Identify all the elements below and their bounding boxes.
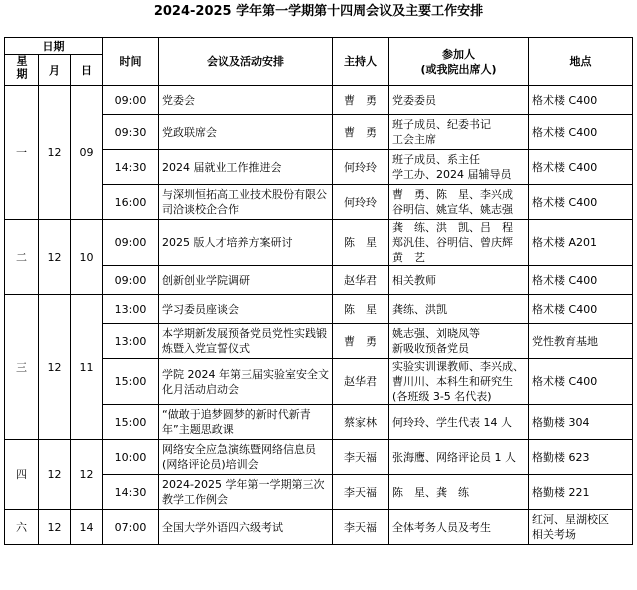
event-cell: 全国大学外语四六级考试 — [159, 510, 333, 545]
participants-cell: 班子成员、系主任 学工办、2024 届辅导员 — [389, 150, 529, 185]
table-row — [5, 510, 633, 545]
event-cell: 学习委员座谈会 — [159, 295, 333, 324]
day-cell: 10 — [71, 220, 103, 295]
time-cell: 09:00 — [103, 86, 159, 115]
event-cell: 与深圳恒拓高工业技术股份有限公司洽谈校企合作 — [159, 185, 333, 220]
table-row — [5, 86, 633, 115]
time-cell: 09:30 — [103, 115, 159, 150]
event-cell: 党政联席会 — [159, 115, 333, 150]
host-cell: 何玲玲 — [333, 185, 389, 220]
time-cell: 14:30 — [103, 150, 159, 185]
host-cell: 李天福 — [333, 510, 389, 545]
time-cell: 09:00 — [103, 220, 159, 266]
participants-cell: 陈 星、龚 练 — [389, 475, 529, 510]
page-title: 2024-2025 学年第一学期第十四周会议及主要工作安排 — [153, 4, 484, 19]
time-cell: 15:00 — [103, 405, 159, 440]
location-cell: 格勤楼 221 — [529, 475, 633, 510]
weekday-cell: 三 — [5, 295, 39, 440]
time-cell: 15:00 — [103, 359, 159, 405]
event-cell: 学院 2024 年第三届实验室安全文化月活动启动会 — [159, 359, 333, 405]
time-cell: 09:00 — [103, 266, 159, 295]
event-cell: 2024-2025 学年第一学期第三次教学工作例会 — [159, 475, 333, 510]
location-cell: 格勤楼 304 — [529, 405, 633, 440]
month-cell: 12 — [39, 220, 71, 295]
time-header: 时间 — [103, 38, 159, 86]
participants-cell: 曹 勇、陈 星、李兴成 谷明信、姚宣华、姚志强 — [389, 185, 529, 220]
weekday-cell: 四 — [5, 440, 39, 510]
event-cell: 2025 版人才培养方案研讨 — [159, 220, 333, 266]
table-row — [5, 220, 633, 266]
host-cell: 赵华君 — [333, 266, 389, 295]
month-cell: 12 — [39, 86, 71, 220]
host-cell: 曹 勇 — [333, 324, 389, 359]
location-cell: 格术楼 C400 — [529, 115, 633, 150]
location-cell: 格勤楼 623 — [529, 440, 633, 475]
event-cell: 党委会 — [159, 86, 333, 115]
participants-cell: 实验实训课教师、李兴成、曹川川、本科生和研究生(各班级 3-5 名代表) — [389, 359, 529, 405]
location-cell: 党性教育基地 — [529, 324, 633, 359]
day-cell: 12 — [71, 440, 103, 510]
event-cell: 本学期新发展预备党员党性实践锻炼暨入党宣誓仪式 — [159, 324, 333, 359]
location-cell: 红河、星湖校区 相关考场 — [529, 510, 633, 545]
location-cell: 格术楼 A201 — [529, 220, 633, 266]
time-cell: 10:00 — [103, 440, 159, 475]
date-header: 日期 — [5, 38, 103, 55]
weekday-cell: 二 — [5, 220, 39, 295]
day-header: 日 — [71, 55, 103, 86]
time-cell: 13:00 — [103, 324, 159, 359]
weekday-header: 星期 — [15, 55, 28, 81]
host-cell: 曹 勇 — [333, 115, 389, 150]
weekday-cell: 一 — [5, 86, 39, 220]
host-header: 主持人 — [333, 38, 389, 86]
host-cell: 何玲玲 — [333, 150, 389, 185]
event-cell: 创新创业学院调研 — [159, 266, 333, 295]
location-cell: 格术楼 C400 — [529, 86, 633, 115]
time-cell: 14:30 — [103, 475, 159, 510]
time-cell: 16:00 — [103, 185, 159, 220]
host-cell: 陈 星 — [333, 295, 389, 324]
event-cell: 网络安全应急演练暨网络信息员(网络评论员)培训会 — [159, 440, 333, 475]
time-cell: 13:00 — [103, 295, 159, 324]
participants-header: 参加人 (或我院出席人) — [389, 38, 529, 86]
participants-cell: 党委委员 — [389, 86, 529, 115]
participants-cell: 班子成员、纪委书记 工会主席 — [389, 115, 529, 150]
participants-cell: 龚练、洪凯 — [389, 295, 529, 324]
host-cell: 蔡家林 — [333, 405, 389, 440]
weekday-cell: 六 — [5, 510, 39, 545]
event-cell: 2024 届就业工作推进会 — [159, 150, 333, 185]
table-row — [5, 440, 633, 475]
day-cell: 14 — [71, 510, 103, 545]
event-cell: “做敢于追梦圆梦的新时代新青年”主题思政课 — [159, 405, 333, 440]
participants-cell: 姚志强、刘晓凤等 新吸收预备党员 — [389, 324, 529, 359]
host-cell: 曹 勇 — [333, 86, 389, 115]
day-cell: 11 — [71, 295, 103, 440]
month-cell: 12 — [39, 440, 71, 510]
day-cell: 09 — [71, 86, 103, 220]
location-cell: 格术楼 C400 — [529, 185, 633, 220]
participants-cell: 龚 练、洪 凯、吕 程 郑汎佳、谷明信、曾庆辉 黄 艺 — [389, 220, 529, 266]
participants-cell: 张海鹰、网络评论员 1 人 — [389, 440, 529, 475]
host-cell: 李天福 — [333, 440, 389, 475]
month-cell: 12 — [39, 510, 71, 545]
table-row — [5, 295, 633, 324]
host-cell: 赵华君 — [333, 359, 389, 405]
month-header: 月 — [39, 55, 71, 86]
event-header: 会议及活动安排 — [159, 38, 333, 86]
participants-cell: 相关教师 — [389, 266, 529, 295]
location-header: 地点 — [529, 38, 633, 86]
location-cell: 格术楼 C400 — [529, 150, 633, 185]
month-cell: 12 — [39, 295, 71, 440]
schedule-table — [4, 37, 633, 545]
participants-cell: 全体考务人员及考生 — [389, 510, 529, 545]
location-cell: 格术楼 C400 — [529, 266, 633, 295]
location-cell: 格术楼 C400 — [529, 295, 633, 324]
location-cell: 格术楼 C400 — [529, 359, 633, 405]
time-cell: 07:00 — [103, 510, 159, 545]
host-cell: 陈 星 — [333, 220, 389, 266]
participants-cell: 何玲玲、学生代表 14 人 — [389, 405, 529, 440]
host-cell: 李天福 — [333, 475, 389, 510]
